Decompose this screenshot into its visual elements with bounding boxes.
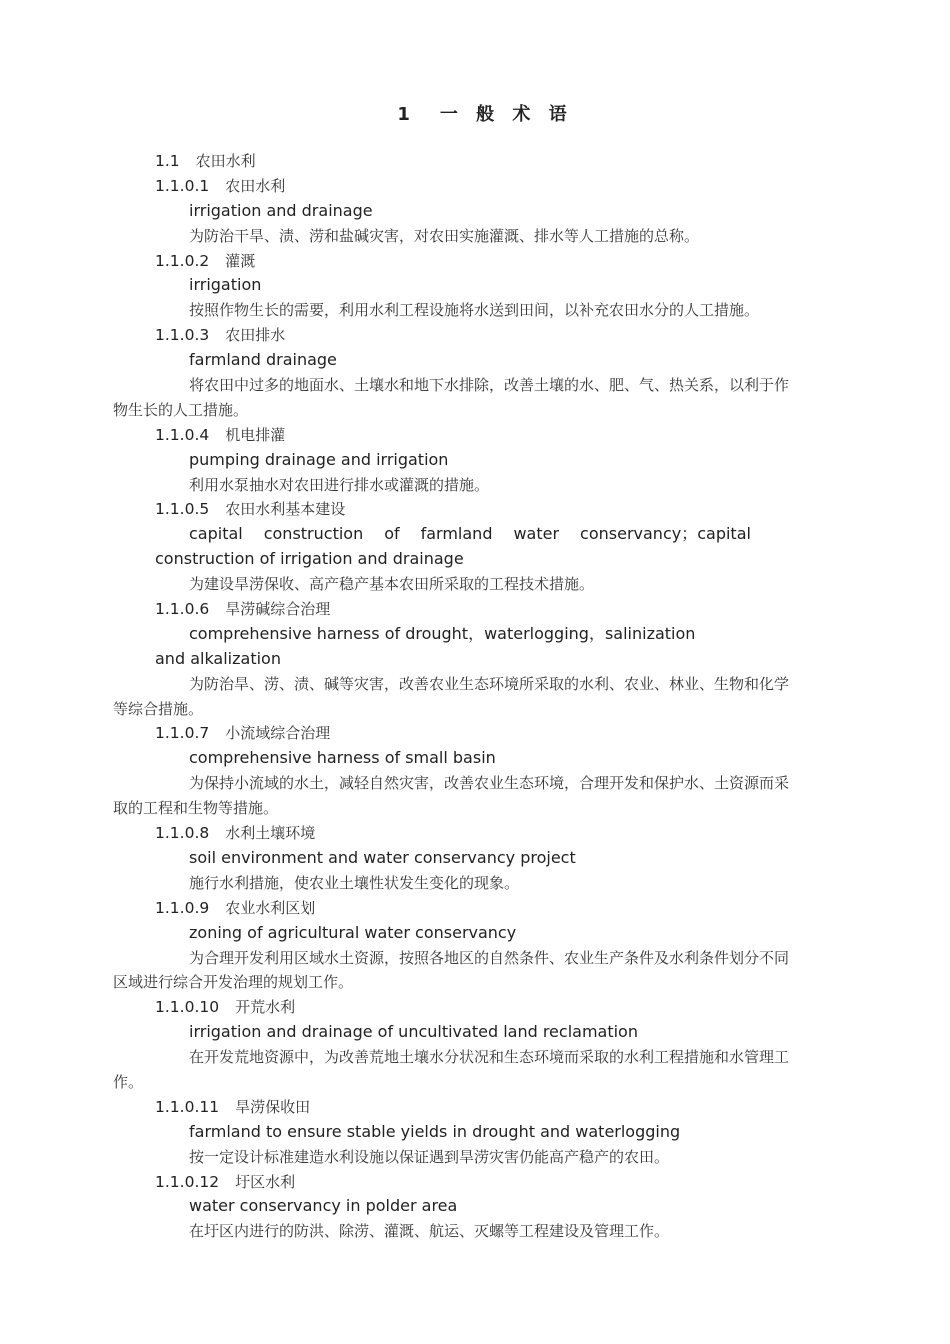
term-definition: 在圩区内进行的防洪、除涝、灌溉、航运、灭螺等工程建设及管理工作。 <box>189 1222 670 1241</box>
term-heading <box>0 323 950 348</box>
term-en-word: capital <box>189 524 243 544</box>
term-en: irrigation and drainage <box>189 200 373 220</box>
term-definition-cont: 区域进行综合开发治理的规划工作。 <box>113 973 354 992</box>
term-en-word: of <box>384 524 400 544</box>
term-number: 1.1.0.10 <box>155 998 220 1017</box>
term-heading <box>0 896 950 921</box>
glossary-content <box>0 149 950 1244</box>
term-definition: 为防治旱、涝、渍、碱等灾害，改善农业生态环境所采取的水利、农业、林业、生物和化学 <box>189 674 790 693</box>
term-en: soil environment and water conservancy project <box>189 847 576 867</box>
term-definition: 按一定设计标准建造水利设施以保证遇到旱涝灾害仍能高产稳产的农田。 <box>189 1147 670 1166</box>
term-number: 1.1.0.5 <box>155 500 210 519</box>
term-zh: 旱涝碱综合治理 <box>225 600 331 619</box>
section-heading <box>0 149 950 174</box>
term-definition: 将农田中过多的地面水、土壤水和地下水排除，改善土壤的水、肥、气、热关系，以利于作 <box>189 376 790 395</box>
term-number: 1.1.0.2 <box>155 251 210 270</box>
term-en: zoning of agricultural water conservancy <box>189 922 517 942</box>
chapter-title: 1 一 般 术 语 <box>397 104 573 125</box>
term-zh: 开荒水利 <box>235 998 296 1017</box>
term-definition: 为合理开发利用区域水土资源，按照各地区的自然条件、农业生产条件及水利条件划分不同 <box>189 948 790 967</box>
term-number: 1.1.0.6 <box>155 600 210 619</box>
term-en: pumping drainage and irrigation <box>189 449 449 469</box>
term-definition-cont: 物生长的人工措施。 <box>113 400 249 419</box>
term-en: farmland to ensure stable yields in drought and waterlogging <box>189 1121 681 1141</box>
term-en: comprehensive harness of small basin <box>189 748 496 768</box>
term-en: irrigation <box>189 275 262 295</box>
term-en: comprehensive harness of drought，waterlogging，salinization <box>189 623 696 643</box>
term-zh: 灌溉 <box>225 251 256 270</box>
term-heading <box>0 1095 950 1120</box>
section-number: 1.1 <box>155 152 180 170</box>
term-definition-cont: 作。 <box>113 1072 144 1091</box>
term-number: 1.1.0.8 <box>155 824 210 843</box>
term-number: 1.1.0.11 <box>155 1097 220 1116</box>
term-zh: 农田水利 <box>225 176 286 195</box>
section-title: 农田水利 <box>195 152 256 170</box>
term-number: 1.1.0.9 <box>155 898 210 917</box>
term-number: 1.1.0.1 <box>155 176 210 195</box>
term-definition: 为建设旱涝保收、高产稳产基本农田所采取的工程技术措施。 <box>189 575 595 594</box>
term-zh: 圩区水利 <box>235 1172 296 1191</box>
term-heading <box>0 721 950 746</box>
term-en-word: water <box>513 524 560 544</box>
term-en-word: conservancy；capital <box>580 524 751 544</box>
term-heading <box>0 423 950 448</box>
term-en: farmland drainage <box>189 350 337 370</box>
term-zh: 农业水利区划 <box>225 898 316 917</box>
term-definition: 为防治干旱、渍、涝和盐碱灾害，对农田实施灌溉、排水等人工措施的总称。 <box>189 226 700 245</box>
term-en-word: farmland <box>420 524 493 544</box>
term-heading <box>0 497 950 522</box>
term-number: 1.1.0.7 <box>155 724 210 743</box>
term-number: 1.1.0.12 <box>155 1172 220 1191</box>
term-definition: 施行水利措施，使农业土壤性状发生变化的现象。 <box>189 873 520 892</box>
term-en-word: construction <box>263 524 364 544</box>
term-heading <box>0 821 950 846</box>
term-zh: 机电排灌 <box>225 425 286 444</box>
term-definition: 按照作物生长的需要，利用水利工程设施将水送到田间，以补充农田水分的人工措施。 <box>189 301 760 320</box>
term-number: 1.1.0.3 <box>155 326 210 345</box>
term-definition: 为保持小流域的水土，减轻自然灾害，改善农业生态环境，合理开发和保护水、土资源而采 <box>189 774 790 793</box>
term-en: water conservancy in polder area <box>189 1196 458 1216</box>
term-zh: 小流域综合治理 <box>225 724 331 743</box>
term-heading <box>0 249 950 274</box>
term-heading <box>0 1170 950 1195</box>
term-heading <box>0 995 950 1020</box>
term-heading <box>0 174 950 199</box>
term-zh: 水利土壤环境 <box>225 824 316 843</box>
term-zh: 农田水利基本建设 <box>225 500 346 519</box>
term-en-justified <box>0 522 950 547</box>
term-zh: 农田排水 <box>225 326 286 345</box>
term-en-cont: and alkalization <box>155 648 281 668</box>
term-definition-cont: 等综合措施。 <box>113 699 204 718</box>
term-definition: 在开发荒地资源中，为改善荒地土壤水分状况和生态环境而采取的水利工程措施和水管理工 <box>189 1048 790 1067</box>
term-number: 1.1.0.4 <box>155 425 210 444</box>
term-en-cont: construction of irrigation and drainage <box>155 549 464 569</box>
term-en: irrigation and drainage of uncultivated land reclamation <box>189 1022 638 1042</box>
term-zh: 旱涝保收田 <box>235 1097 311 1116</box>
term-definition-cont: 取的工程和生物等措施。 <box>113 799 279 818</box>
term-definition: 利用水泵抽水对农田进行排水或灌溉的措施。 <box>189 475 490 494</box>
term-heading <box>0 597 950 622</box>
